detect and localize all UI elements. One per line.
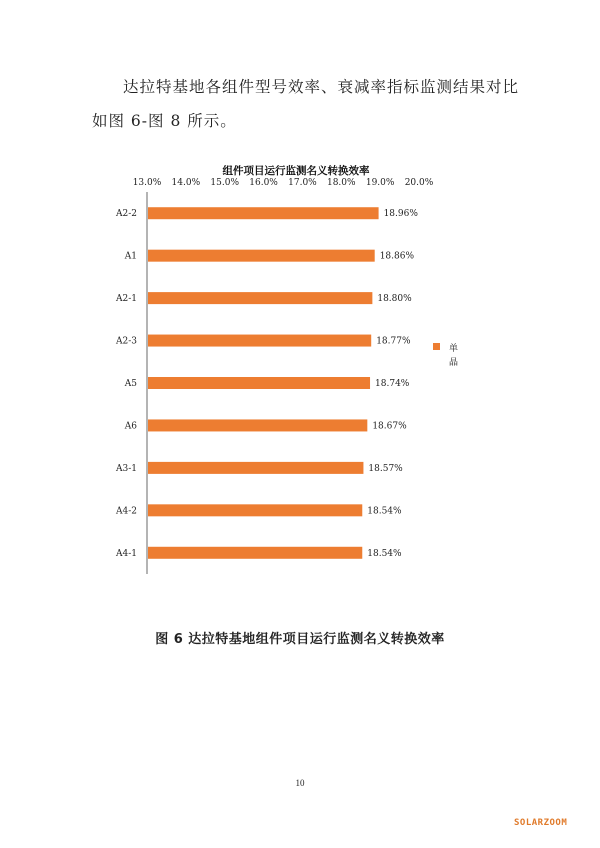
category-label: A4-2 (116, 506, 137, 517)
x-tick-label: 19.0% (365, 178, 395, 188)
x-tick-label: 16.0% (249, 178, 278, 188)
category-label: A2-1 (116, 294, 137, 305)
x-tick-label: 14.0% (171, 178, 201, 188)
bar-A2-2 (148, 207, 379, 219)
data-label: 18.74% (375, 379, 410, 389)
category-label: A6 (124, 421, 137, 432)
data-label: 18.96% (383, 209, 418, 220)
category-label: A5 (124, 379, 137, 389)
bar-group (115, 207, 418, 559)
category-label: A2-3 (116, 336, 137, 347)
data-label: 18.86% (379, 251, 415, 262)
chart-legend (433, 342, 458, 368)
bar-A1 (148, 250, 375, 262)
data-label: 18.67% (372, 421, 407, 432)
category-label: A4-1 (116, 548, 137, 559)
page-number: 10 (295, 778, 305, 788)
data-label: 18.80% (377, 294, 412, 305)
bar-A2-1 (148, 292, 372, 304)
category-label: A3-1 (116, 463, 137, 474)
data-label: 18.57% (368, 463, 403, 474)
watermark-logo: SOLARZOOM (514, 818, 568, 828)
paragraph-line-2: 如图 6-图 8 所示。 (92, 112, 237, 130)
category-label: A2-2 (116, 209, 137, 220)
chart-title: 组件项目运行监测名义转换效率 (222, 165, 370, 177)
legend-swatch (433, 343, 440, 350)
x-tick-label: 17.0% (288, 178, 317, 188)
legend-label: 单晶 (449, 344, 459, 368)
bar-A5 (148, 377, 370, 389)
category-label: A1 (124, 251, 137, 262)
x-tick-label: 18.0% (326, 178, 356, 188)
bar-A3-1 (148, 462, 363, 474)
data-label: 18.77% (376, 336, 411, 347)
x-tick-label: 13.0% (132, 178, 162, 188)
bar-A2-3 (148, 335, 371, 347)
x-axis-ticks (133, 178, 434, 188)
x-tick-label: 15.0% (210, 178, 240, 188)
data-label: 18.54% (367, 548, 402, 559)
bar-A4-1 (148, 547, 362, 559)
bar-A6 (148, 419, 367, 431)
x-tick-label: 20.0% (404, 178, 434, 188)
data-label: 18.54% (367, 506, 402, 517)
figure-caption: 图 6 达拉特基地组件项目运行监测名义转换效率 (155, 632, 445, 647)
bar-A4-2 (148, 504, 362, 516)
paragraph-line-1: 达拉特基地各组件型号效率、衰减率指标监测结果对比 (123, 78, 520, 96)
